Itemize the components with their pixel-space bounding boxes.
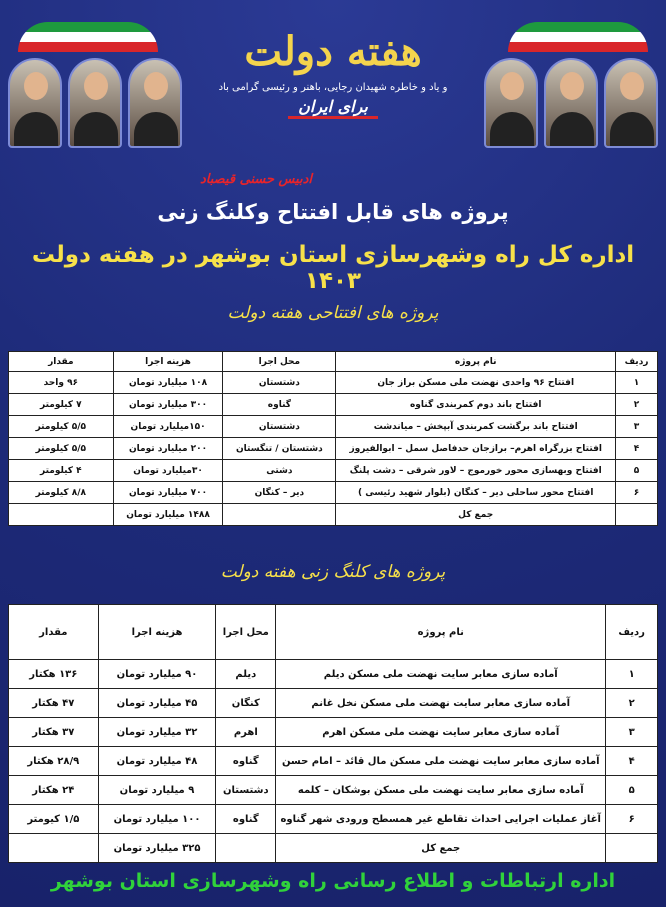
table-row [9,438,658,460]
cell-row: ۲ [606,689,658,718]
table-row [9,394,658,416]
cell-location: کنگان [216,689,276,718]
cell-amount: ۷ کیلومتر [9,394,114,416]
cell-location: دشتستان [223,372,336,394]
page-title: پروژه های قابل افتتاح وکلنگ زنی [157,200,509,224]
cell-cost: ۲۰۰ میلیارد تومان [113,438,223,460]
cell-cost: ۹ میلیارد تومان [98,776,216,805]
cell-cost: ۱۵۰میلیارد تومان [113,416,223,438]
table-total-row [9,504,658,526]
cell-empty [606,834,658,863]
cell-row: ۴ [606,747,658,776]
cell-row: ۵ [606,776,658,805]
signature: ادبیس حسنی قیصباد [200,172,313,187]
cell-location: گناوه [216,805,276,834]
table-row [9,747,658,776]
table-row [9,460,658,482]
total-label: جمع کل [336,504,616,526]
logo-subtitle: و یاد و خاطره شهیدان رجایی، باهنر و رئیسی گرامی باد [218,82,448,93]
cell-amount: ۵/۵ کیلومتر [9,416,114,438]
cell-name: آغاز عملیات اجرایی احداث تقاطع غیر همسطح ورودی شهر گناوه [276,805,606,834]
portrait-image [128,58,182,148]
header-project-name: نام پروژه [276,605,606,660]
cell-location: دیر – کنگان [223,482,336,504]
total-cost: ۳۲۵ میلیارد تومان [98,834,216,863]
cell-row: ۶ [616,482,658,504]
cell-amount: ۳۷ هکتار [9,718,99,747]
cell-row: ۳ [606,718,658,747]
footer-credit: اداره ارتباطات و اطلاع رسانی راه وشهرسازی استان بوشهر [50,870,616,892]
header-cost: هزینه اجرا [113,352,223,372]
cell-cost: ۴۵ میلیارد تومان [98,689,216,718]
cell-location: دشتستان [216,776,276,805]
cell-name: آماده سازی معابر سایت نهضت ملی مسکن مال قائد – امام حسن [276,747,606,776]
table-row [9,416,658,438]
portraits-right [484,58,658,148]
cell-name: افتتاح بزرگراه اهرم– برازجان حدفاصل سمل – ابوالفیروز [336,438,616,460]
cell-location: گناوه [216,747,276,776]
groundbreaking-projects-table [8,604,658,863]
table-row [9,805,658,834]
cell-name: افتتاح باند دوم کمربندی گناوه [336,394,616,416]
cell-name: افتتاح محور ساحلی دیر – کنگان (بلوار شهید رئیسی ) [336,482,616,504]
section-title-groundbreaking: پروژه های کلنگ زنی هفته دولت [220,562,446,582]
cell-amount: ۹۶ واحد [9,372,114,394]
cell-cost: ۳۰میلیارد تومان [113,460,223,482]
portrait-image [484,58,538,148]
cell-location: دشتستان / تنگستان [223,438,336,460]
header-location: محل اجرا [223,352,336,372]
cell-row: ۳ [616,416,658,438]
table-row [9,482,658,504]
cell-amount: ۴۷ هکتار [9,689,99,718]
header-amount: مقدار [9,352,114,372]
cell-name: افتتاح باند برگشت کمربندی آبپخش – میاندشت [336,416,616,438]
cell-cost: ۴۸ میلیارد تومان [98,747,216,776]
portraits-left [8,58,182,148]
cell-empty [216,834,276,863]
iran-flag-right [508,22,648,52]
cell-row: ۴ [616,438,658,460]
iran-flag-left [18,22,158,52]
cell-cost: ۱۰۰ میلیارد تومان [98,805,216,834]
portrait-image [604,58,658,148]
cell-empty [223,504,336,526]
cell-cost: ۳۰۰ میلیارد تومان [113,394,223,416]
logo-badge: برای ایران [288,97,378,119]
opening-projects-table [8,351,658,526]
header-project-name: نام پروژه [336,352,616,372]
cell-location: اهرم [216,718,276,747]
cell-location: دشتی [223,460,336,482]
table-row [9,372,658,394]
cell-cost: ۹۰ میلیارد تومان [98,660,216,689]
cell-row: ۵ [616,460,658,482]
cell-name: آماده سازی معابر سایت نهضت ملی مسکن دیلم [276,660,606,689]
cell-row: ۲ [616,394,658,416]
table-header-row [9,352,658,372]
cell-name: آماده سازی معابر سایت نهضت ملی مسکن نخل غانم [276,689,606,718]
cell-amount: ۱/۵ کیومتر [9,805,99,834]
total-cost: ۱۴۸۸ میلیارد تومان [113,504,223,526]
cell-row: ۱ [606,660,658,689]
table-header-row [9,605,658,660]
cell-row: ۶ [606,805,658,834]
cell-empty [9,834,99,863]
header-row-number: ردیف [606,605,658,660]
table-total-row [9,834,658,863]
table-row [9,776,658,805]
cell-name: افتتاح ۹۶ واحدی نهضت ملی مسکن براز جان [336,372,616,394]
page-subtitle: اداره کل راه وشهرسازی استان بوشهر در هفته دولت ۱۴۰۳ [31,242,635,294]
portrait-image [544,58,598,148]
cell-amount: ۸/۸ کیلومتر [9,482,114,504]
cell-amount: ۲۸/۹ هکتار [9,747,99,776]
government-week-logo [200,20,466,119]
header-location: محل اجرا [216,605,276,660]
logo-title: هفته دولت [244,28,422,75]
portrait-image [8,58,62,148]
cell-location: دیلم [216,660,276,689]
cell-amount: ۲۴ هکتار [9,776,99,805]
header-row-number: ردیف [616,352,658,372]
cell-location: گناوه [223,394,336,416]
cell-cost: ۷۰۰ میلیارد تومان [113,482,223,504]
cell-amount: ۵/۵ کیلومتر [9,438,114,460]
portrait-image [68,58,122,148]
table-row [9,689,658,718]
cell-name: افتتاح وبهسازی محور خورموج – لاور شرقی – دشت پلنگ [336,460,616,482]
table-row [9,660,658,689]
header-banner [0,0,666,170]
cell-location: دشتستان [223,416,336,438]
cell-empty [9,504,114,526]
cell-row: ۱ [616,372,658,394]
cell-amount: ۴ کیلومتر [9,460,114,482]
header-amount: مقدار [9,605,99,660]
header-cost: هزینه اجرا [98,605,216,660]
cell-amount: ۱۳۶ هکتار [9,660,99,689]
cell-cost: ۱۰۸ میلیارد تومان [113,372,223,394]
cell-cost: ۳۲ میلیارد تومان [98,718,216,747]
table-row [9,718,658,747]
cell-name: آماده سازی معابر سایت نهضت ملی مسکن اهرم [276,718,606,747]
total-label: جمع کل [276,834,606,863]
cell-empty [616,504,658,526]
cell-name: آماده سازی معابر سایت نهضت ملی مسکن بوشکان – کلمه [276,776,606,805]
section-title-opening: پروژه های افتتاحی هفته دولت [227,303,439,323]
